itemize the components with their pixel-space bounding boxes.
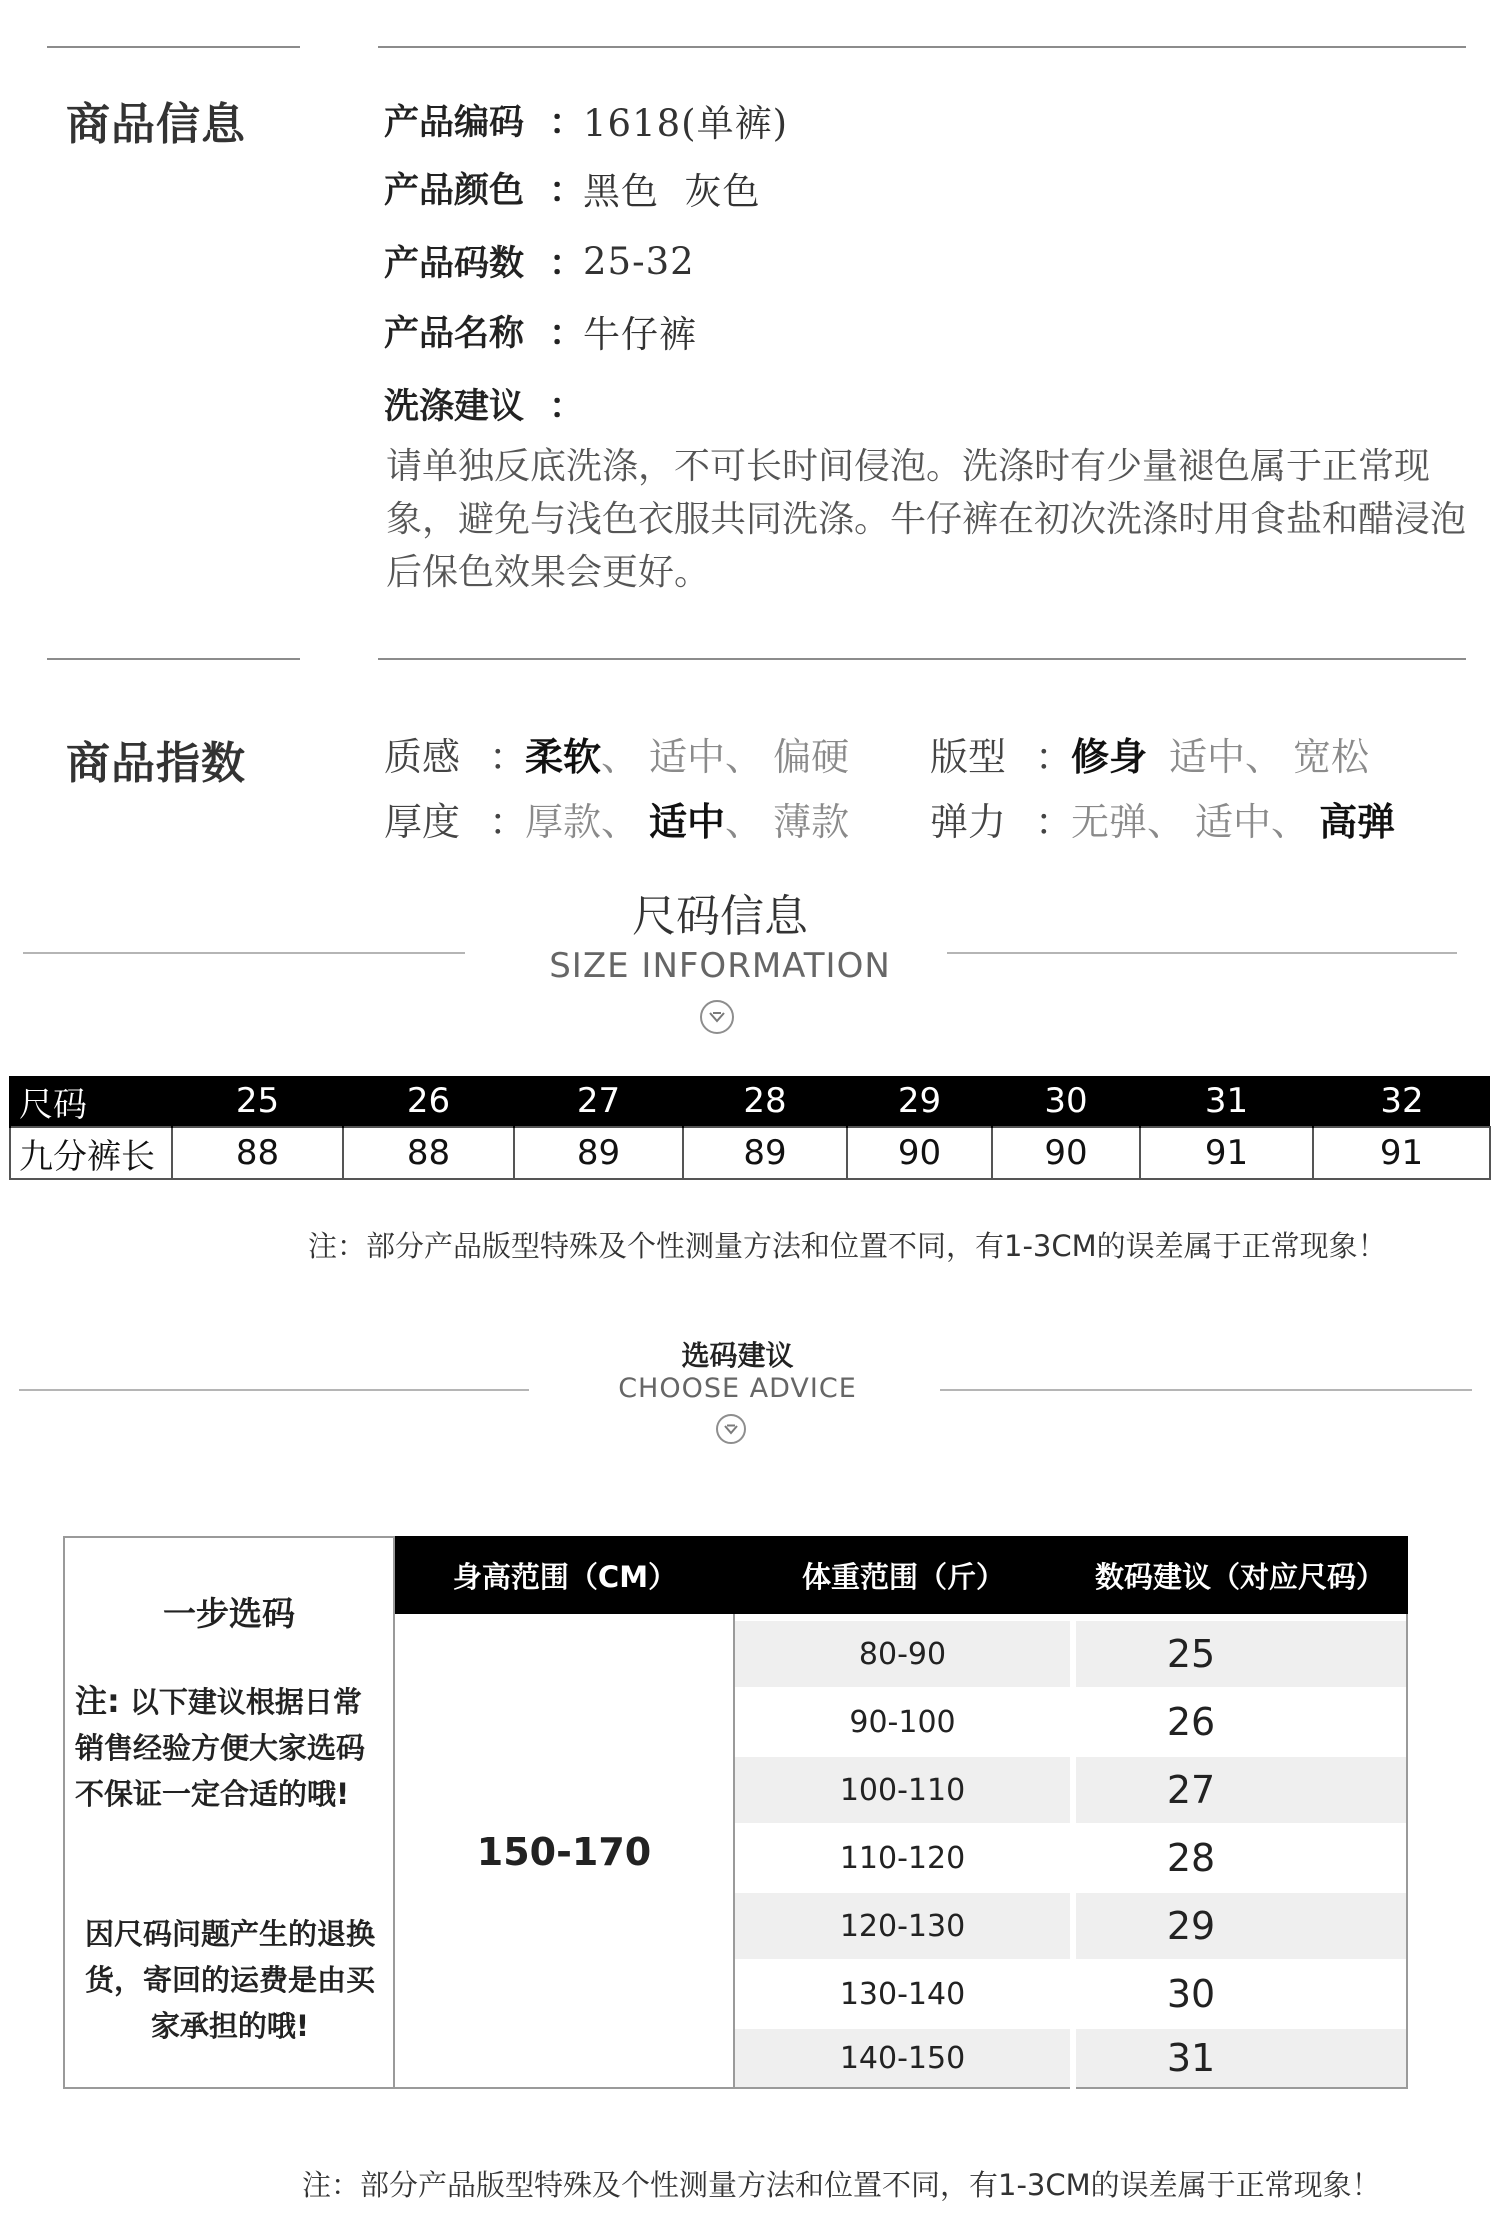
size-info-subtitle: SIZE INFORMATION	[549, 946, 891, 986]
index-option: 适中	[649, 734, 726, 779]
index-label: 弹力	[930, 799, 1007, 844]
info-row-name	[384, 301, 697, 361]
divider	[47, 658, 300, 660]
table-cell: 88	[172, 1127, 343, 1179]
index-option: 适中	[1195, 799, 1272, 844]
info-colon: ：	[549, 171, 585, 211]
header-cell: 25	[172, 1076, 343, 1127]
header-cell: 27	[514, 1076, 683, 1127]
left-panel-title: 一步选码	[163, 1594, 295, 1633]
info-value: 1618(单裤)	[583, 102, 789, 145]
divider	[940, 1389, 1472, 1391]
header-cell: 尺码	[10, 1076, 172, 1127]
info-label: 产品编码	[384, 103, 525, 143]
info-colon: ：	[549, 244, 585, 284]
table-cell: 91	[1140, 1127, 1313, 1179]
size-table	[9, 1076, 1491, 1180]
size-cell: 28	[1166, 1836, 1216, 1880]
index-texture: 质感 ： 柔软 、 适中 、 偏硬	[384, 723, 849, 783]
info-colon: ：	[549, 314, 585, 354]
info-value: 黑色 灰色	[583, 170, 761, 213]
index-fit: 版型 ： 修身 适中 、 宽松	[930, 723, 1369, 783]
index-option-selected: 适中	[649, 799, 726, 844]
table-cell: 90	[992, 1127, 1140, 1179]
size-cell: 26	[1166, 1700, 1216, 1744]
info-label: 产品码数	[384, 244, 525, 284]
info-colon: ：	[549, 103, 585, 143]
index-colon: ：	[489, 734, 528, 779]
index-colon: ：	[489, 799, 528, 844]
divider	[378, 658, 1466, 660]
table-cell: 91	[1313, 1127, 1490, 1179]
table-cell: 89	[683, 1127, 847, 1179]
weight-cell: 110-120	[839, 1840, 966, 1876]
divider	[47, 46, 300, 48]
info-row-code	[384, 90, 788, 150]
header-cell: 26	[343, 1076, 514, 1127]
index-option: 无弹	[1071, 799, 1148, 844]
info-row-wash	[384, 374, 583, 434]
height-range: 150-170	[476, 1829, 652, 1874]
index-option-selected: 修身	[1071, 734, 1148, 779]
header-cell: 28	[683, 1076, 847, 1127]
left-panel-note2: 因尺码问题产生的退换货，寄回的运费是由买家承担的哦!	[84, 1917, 375, 2043]
info-label: 洗涤建议	[384, 387, 525, 427]
divider	[947, 952, 1457, 954]
header-cell: 32	[1313, 1076, 1490, 1127]
index-elasticity: 弹力 ： 无弹 、 适中 、 高弹	[930, 788, 1395, 848]
size-cell: 27	[1166, 1768, 1216, 1812]
index-colon: ：	[1035, 799, 1074, 844]
index-option: 偏硬	[773, 734, 850, 779]
size-info-title: 尺码信息	[632, 891, 808, 942]
index-option-selected: 高弹	[1319, 799, 1396, 844]
table-cell: 88	[343, 1127, 514, 1179]
product-index-title: 商品指数	[66, 738, 246, 789]
weight-cell: 100-110	[839, 1772, 966, 1808]
header-cell: 29	[847, 1076, 992, 1127]
left-panel-note	[75, 1678, 385, 1817]
chevron-down-circle-icon	[700, 1000, 734, 1034]
info-value: 25-32	[583, 239, 695, 283]
table-cell: 90	[847, 1127, 992, 1179]
divider	[378, 46, 1466, 48]
size-cell: 30	[1166, 1972, 1216, 2016]
index-label: 质感	[384, 734, 461, 779]
weight-cell: 120-130	[839, 1908, 966, 1944]
note-text: 以下建议根据日常销售经验方便大家选码不保证一定合适的哦!	[75, 1685, 366, 1811]
divider	[19, 1389, 529, 1391]
size-cell: 25	[1166, 1632, 1216, 1676]
table-row	[10, 1127, 1490, 1179]
choose-advice-title: 选码建议	[681, 1339, 794, 1372]
weight-cell: 130-140	[839, 1976, 966, 2012]
index-option: 厚款	[525, 799, 602, 844]
header-cell: 31	[1140, 1076, 1313, 1127]
header-size: 数码建议（对应尺码）	[1072, 1536, 1408, 1614]
info-value: 牛仔裤	[583, 313, 697, 356]
weight-cell: 140-150	[839, 2040, 966, 2076]
index-label: 厚度	[384, 799, 461, 844]
size-note: 注：部分产品版型特殊及个性测量方法和位置不同，有1-3CM的误差属于正常现象！	[308, 1229, 1387, 1263]
header-weight: 体重范围（斤）	[735, 1536, 1072, 1614]
advice-note: 注：部分产品版型特殊及个性测量方法和位置不同，有1-3CM的误差属于正常现象！	[302, 2168, 1381, 2202]
index-colon: ：	[1035, 734, 1074, 779]
index-option: 宽松	[1293, 734, 1370, 779]
info-row-sizes	[384, 231, 695, 291]
divider	[23, 952, 465, 954]
choose-advice-subtitle: CHOOSE ADVICE	[618, 1373, 857, 1404]
table-cell: 九分裤长	[10, 1127, 172, 1179]
index-option: 适中	[1169, 734, 1246, 779]
header-cell: 30	[992, 1076, 1140, 1127]
weight-cell: 90-100	[849, 1704, 956, 1740]
index-option-selected: 柔软	[525, 734, 602, 779]
product-info-title: 商品信息	[66, 99, 246, 150]
size-cell: 31	[1166, 2036, 1216, 2080]
index-thickness: 厚度 ： 厚款 、 适中 、 薄款	[384, 788, 849, 848]
header-height: 身高范围（CM）	[395, 1536, 735, 1614]
info-label: 产品名称	[384, 314, 525, 354]
wash-advice-text: 请单独反底洗涤，不可长时间侵泡。洗涤时有少量褪色属于正常现象，避免与浅色衣服共同洗涤。牛仔裤在初次洗涤时用食盐和醋浸泡后保色效果会更好。	[386, 446, 1467, 593]
index-option: 薄款	[773, 799, 850, 844]
table-cell: 89	[514, 1127, 683, 1179]
note-prefix: 注:	[75, 1682, 120, 1720]
weight-cell: 80-90	[858, 1636, 947, 1672]
size-cell: 29	[1166, 1904, 1216, 1948]
size-table-header	[10, 1076, 1490, 1127]
info-label: 产品颜色	[384, 171, 525, 211]
info-row-color	[384, 158, 761, 218]
index-label: 版型	[930, 734, 1007, 779]
info-colon: ：	[549, 387, 585, 427]
chevron-down-circle-icon	[716, 1414, 746, 1444]
